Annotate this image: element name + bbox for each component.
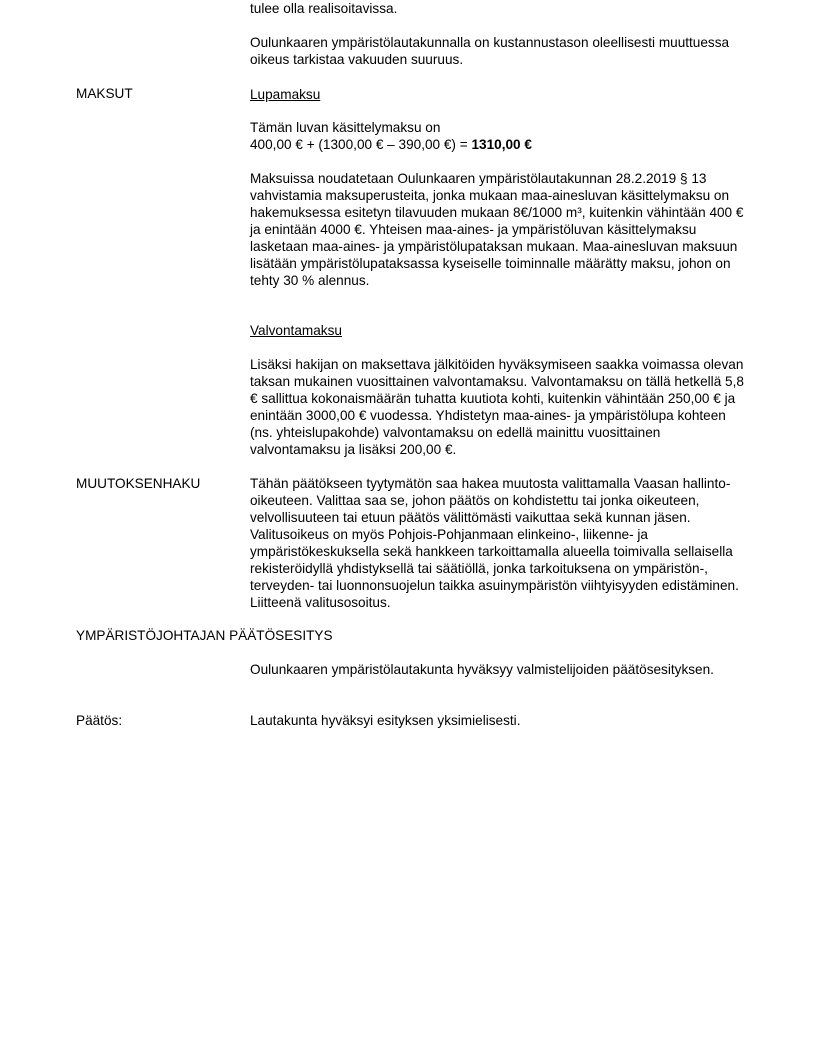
fee-line-2 xyxy=(250,136,745,153)
muutoksenhaku-block xyxy=(250,475,745,611)
esitys-block xyxy=(250,661,745,678)
valvonta-paragraph: Lisäksi hakijan on maksettava jälkitöiden hyväksymiseen saakka voimassa olevan taksan mukainen vuosittainen valvontamaksu. Valvontamaksu on tällä hetkellä 5,8 € sallittua kokonaismäärän tuhatta kuutiota kohti, kuitenkin vähintään 250,00 € ja enintään 3000,00 € vuodessa. Yhdistetyn maa-aines- ja ympäristölupa kohteen (ns. yhteislupakohde) valvontamaksu on edellä mainittu vuosittainen valvontamaksu ja lisäksi 200,00 €. xyxy=(250,357,744,457)
paatos-text: Lautakunta hyväksyi esityksen yksimielisesti. xyxy=(250,713,521,728)
lupamaksu-heading-block xyxy=(250,86,745,103)
lupamaksu-heading: Lupamaksu xyxy=(250,87,321,102)
section-label-paatos: Päätös: xyxy=(76,713,123,728)
section-label-muutoksenhaku: MUUTOKSENHAKU xyxy=(76,476,201,491)
intro-line xyxy=(250,0,745,17)
valvonta-paragraph-block xyxy=(250,356,745,458)
muutoksenhaku-text: Tähän päätökseen tyytymätön saa hakea muutosta valittamalla Vaasan hallinto-oikeuteen. Valittaa saa se, johon päätös on kohdistettu tai jonka oikeuteen, velvollisuuteen tai etuun päätös välittömästi vaikuttaa sekä kunnan jäsen. Valitusoikeus on myös Pohjois-Pohjanmaan elinkeino-, liikenne- ja ympäristökeskuksella sekä hankkeen tarkoittamalla alueella toimivalla sellaisella rekisteröidyllä yhdistyksellä tai säätiöllä, jonka tarkoituksena on ympäristön-, terveyden- tai luonnonsuojelun taikka asuinympäristön viihtyisyyden edistäminen. Liitteenä valitusosoitus. xyxy=(250,476,739,610)
fee-total: 1310,00 € xyxy=(471,137,532,152)
paatos-block xyxy=(250,712,745,729)
valvonta-heading-block xyxy=(250,322,745,339)
intro-text-1: tulee olla realisoitavissa. xyxy=(250,1,398,16)
fee-block xyxy=(250,119,745,153)
section-label-esitys: YMPÄRISTÖJOHTAJAN PÄÄTÖSESITYS xyxy=(76,628,333,643)
fee-formula: 400,00 € + (1300,00 € – 390,00 €) = xyxy=(250,137,472,152)
intro-block xyxy=(250,34,745,68)
fee-paragraph-block xyxy=(250,170,745,289)
intro-text-2: Oulunkaaren ympäristölautakunnalla on kustannustason oleellisesti muuttuessa oikeus tarkistaa vakuuden suuruus. xyxy=(250,35,730,67)
esitys-text: Oulunkaaren ympäristölautakunta hyväksyy valmistelijoiden päätösesityksen. xyxy=(250,662,714,677)
section-label-maksut: MAKSUT xyxy=(76,86,133,101)
valvonta-heading: Valvontamaksu xyxy=(250,323,342,338)
fee-line-1: Tämän luvan käsittelymaksu on xyxy=(250,120,441,135)
fee-paragraph: Maksuissa noudatetaan Oulunkaaren ympäristölautakunnan 28.2.2019 § 13 vahvistamia maksuperusteita, jonka mukaan maa-ainesluvan käsittelymaksu on hakemuksessa esitetyn tilavuuden mukaan 8€/1000 m³, kuitenkin vähintään 400 € ja enintään 4000 €. Yhteisen maa-aines- ja ympäristöluvan käsittelymaksu lasketaan maa-aines- ja ympäristölupataksan mukaan. Maa-ainesluvan maksuun lisätään ympäristölupataksassa kyseiselle toiminnalle määrätty maksu, johon on tehty 30 % alennus. xyxy=(250,171,744,288)
